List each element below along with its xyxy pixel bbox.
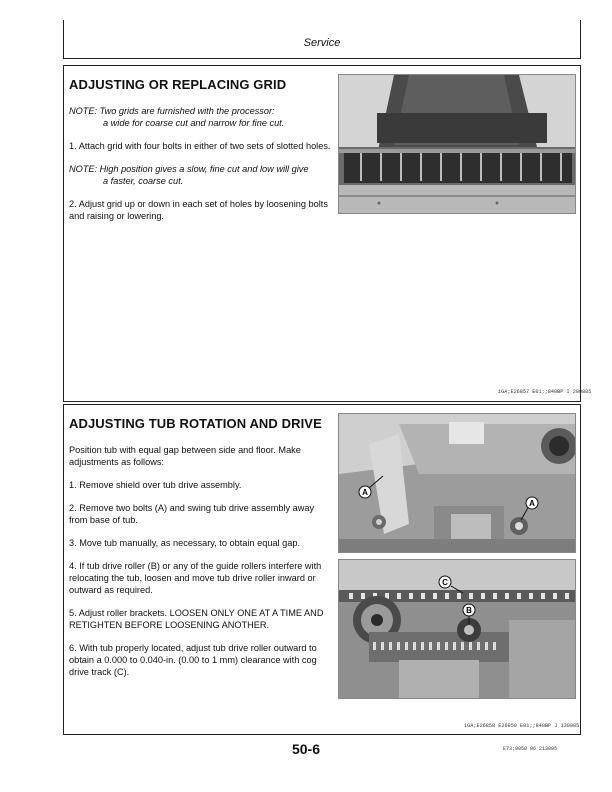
note-line: NOTE: Two grids are furnished with the processor: [69,106,275,116]
section-title: ADJUSTING OR REPLACING GRID [69,77,287,92]
grid-adjust-text [69,72,335,233]
note [69,163,335,187]
page-number: 50-6 [291,741,321,757]
step: 4. If tub drive roller (B) or any of the guide rollers interfere with relocating the tub, loosen and move tub drive roller inward or outward as required. [69,561,322,595]
note-line: NOTE: High position gives a slow, fine cut and low will give [69,164,309,174]
tub-drive-photo-bottom-image [339,560,576,699]
grid-photo [338,74,576,214]
intro-paragraph: Position tub with equal gap between side and floor. Make adjustments as follows: [69,445,301,467]
step: 1. Attach grid with four bolts in either of two sets of slotted holes. [69,141,331,151]
grid-adjust-panel [63,65,592,402]
step: 2. Remove two bolts (A) and swing tub drive assembly away from base of tub. [69,503,315,525]
tub-drive-panel [63,404,581,735]
callout-c-label: C [442,578,448,587]
step: 1. Remove shield over tub drive assembly. [69,480,242,490]
page-header-title: Service [303,37,341,49]
step: 5. Adjust roller brackets. LOOSEN ONLY ONE AT A TIME AND RETIGHTEN BEFORE LOOSENING ANOTHER. [69,608,324,630]
tub-drive-photo-bottom [338,559,576,699]
document-code: E73;0050 06 213095 [503,746,558,752]
step: 6. With tub properly located, adjust tub drive roller outward to obtain a 0.000 to 0.040-in. (0.00 to 1 mm) clearance with cog drive track (C). [69,643,317,677]
figure-reference: 1GA;E26858 E26859 E01;;840BP J 130985 [464,723,580,729]
note-line-indented: a faster, coarse cut. [103,176,184,186]
tub-drive-photo-top-image [339,414,576,553]
figure-reference: 1GA;E26857 E01;;840BP I 280885 [498,389,592,395]
section-title: ADJUSTING TUB ROTATION AND DRIVE [69,416,322,431]
step: 3. Move tub manually, as necessary, to obtain equal gap. [69,538,301,548]
note [69,105,335,129]
step: 2. Adjust grid up or down in each set of holes by loosening bolts and raising or lowering. [69,199,328,221]
callout-a-label: A [529,499,535,508]
callout-a-label: A [362,488,368,497]
tub-drive-photo-top [338,413,576,553]
header-bottom-rule [63,58,581,59]
grid-photo-image [339,75,576,214]
callout-b-label: B [466,606,472,615]
note-line-indented: a wide for coarse cut and narrow for fine cut. [103,118,285,128]
tub-drive-text [69,411,335,689]
